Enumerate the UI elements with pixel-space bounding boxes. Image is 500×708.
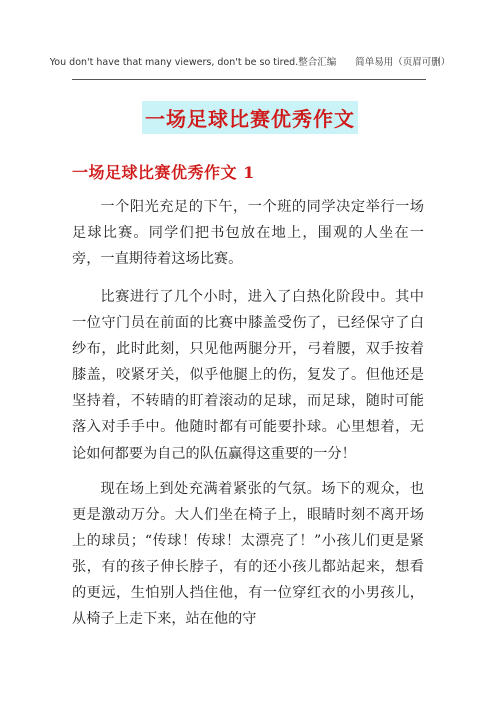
document-title <box>0 101 500 134</box>
header-divider <box>72 79 426 80</box>
document-title-text: 一场足球比赛优秀作文 <box>142 101 358 134</box>
paragraph-2: 比赛进行了几个小时，进入了白热化阶段中。其中一位守门员在前面的比赛中膝盖受伤了，已经保守了白纱布，此时此刻，只见他两腿分开，弓着腰，双手按着膝盖，咬紧牙关，似乎他腿上的伤，复发了。但他还是坚持着，不转睛的盯着滚动的足球，而足球，随时可能落入对手手中。他随时都有可能要扑球。心里想着，无论如何都要为自己的队伍赢得这重要的一分！ <box>72 289 424 462</box>
section-title: 一场足球比赛优秀作文 1 <box>72 163 255 182</box>
paragraph-3: 现在场上到处充满着紧张的气氛。场下的观众，也更是激动万分。大人们坐在椅子上，眼睛时刻不离开场上的球员；“传球！传球！太漂亮了！”小孩儿们更是紧张，有的孩子伸长脖子，有的还小孩儿都站起来，想看的更远，生怕别人挡住他，有一位穿红衣的小男孩儿，从椅子上走下来，站在他的守 <box>72 481 424 628</box>
page-header: You don't have that many viewers, don't be so tired.整合汇编 简单易用（页眉可删） <box>49 57 451 68</box>
paragraph-1: 一个阳光充足的下午，一个班的同学决定举行一场足球比赛。同学们把书包放在地上，围观的人坐在一旁，一直期待着这场比赛。 <box>72 199 424 268</box>
